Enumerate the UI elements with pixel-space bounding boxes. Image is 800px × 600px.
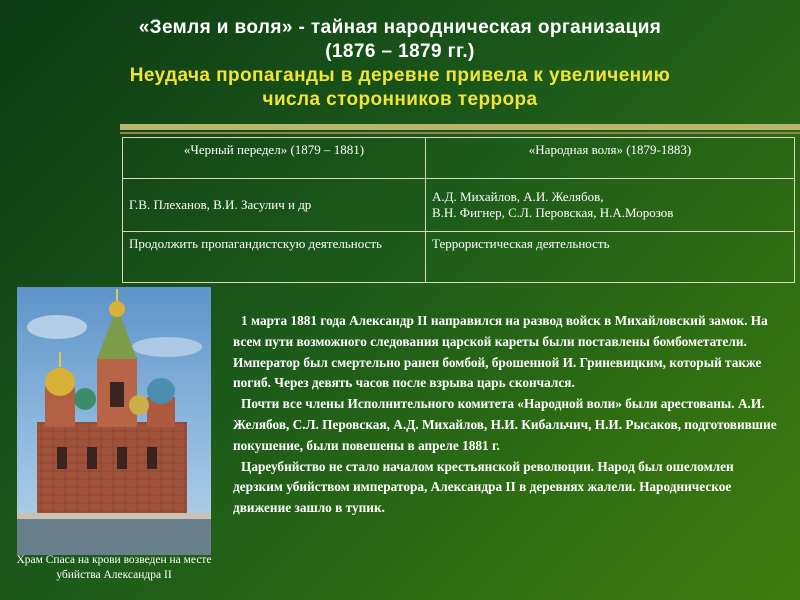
table-header-row (123, 138, 795, 179)
organizations-table (122, 137, 795, 283)
table-header-cell: «Народная воля» (1879-1883) (426, 138, 795, 179)
table-cell: Продолжить пропагандистскую деятельность (123, 232, 426, 283)
title-line-2: (1876 – 1879 гг.) (325, 41, 475, 62)
title-separator (120, 124, 800, 130)
table-row (123, 232, 795, 283)
table-cell: Г.В. Плеханов, В.И. Засулич и др (123, 179, 426, 232)
paragraph: Цареубийство не стало началом крестьянской революции. Народ был ошеломлен дерзким убийством императора, Александра II в деревнях жалели. Народническое движение зашло в тупик. (233, 458, 734, 516)
photo-caption: Храм Спаса на крови возведен на месте убийства Александра II (16, 554, 212, 581)
slide-title (20, 16, 780, 112)
table-cell: Террористическая деятельность (426, 232, 795, 283)
church-photo-icon (17, 287, 211, 555)
title-line-4: числа сторонников террора (262, 89, 538, 110)
paragraph: Почти все члены Исполнительного комитета «Народной воли» были арестованы. А.И. Желябов, С.Л. Перовская, А.Д. Михайлов, Н.И. Кибальчич, Н.И. Рысаков, подготовившие покушение, были повешены в апреле 1881 г. (233, 396, 777, 453)
table-header-cell: «Черный передел» (1879 – 1881) (123, 138, 426, 179)
table-cell: А.Д. Михайлов, А.И. Желябов, В.Н. Фигнер, С.Л. Перовская, Н.А.Морозов (426, 179, 795, 232)
title-line-3: Неудача пропаганды в деревне привела к увеличению (129, 65, 671, 86)
main-text (233, 311, 778, 519)
church-photo (17, 287, 211, 555)
title-line-1: «Земля и воля» - тайная народническая организация (138, 17, 662, 38)
title-separator-thin (120, 132, 800, 134)
paragraph: 1 марта 1881 года Александр II направился на развод войск в Михайловский замок. На всем пути возможного следования царской кареты были поставлены бомбометатели. Император был смертельно ранен бомбой, брошенной И. Гриневицким, который также погиб. Через девять часов после взрыва царь скончался. (233, 313, 768, 391)
table-row (123, 179, 795, 232)
